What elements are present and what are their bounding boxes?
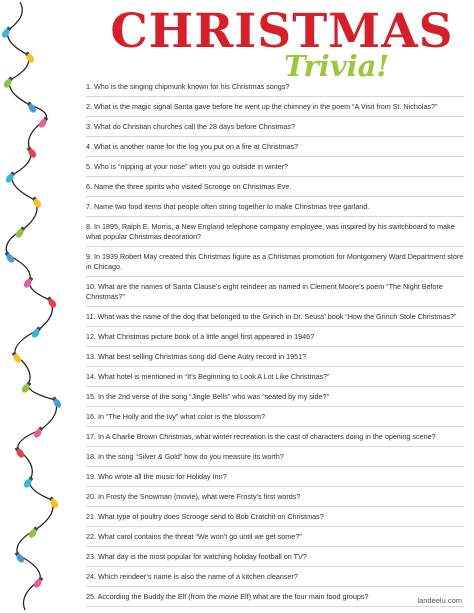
question-item: 17. In A Charlie Brown Christmas, what winter recreation is the cast of characters doing in the opening scene? <box>86 432 464 447</box>
question-list <box>86 82 464 612</box>
light-bulb-icon <box>14 446 26 459</box>
question-item: 15. In the 2nd verse of the song “Jingle Bells” who was “seated by my side?” <box>86 392 464 407</box>
light-bulb-icon <box>4 171 16 184</box>
question-item: 8. In 1895, Ralph E. Morris, a New England telephone company employee, was inspired by his switchboard to make what popular Christmas decoration? <box>86 222 464 247</box>
question-item: 9. In 1939 Robert May created this Christmas figure as a Christmas promotion for Montgomery Ward Department store in Chicago. <box>86 252 464 277</box>
question-item: 12. What Christmas picture book of a little angel first appeared in 1946? <box>86 332 464 347</box>
question-item: 22. What carol contains the threat “We won’t go until we get some?” <box>86 532 464 547</box>
light-bulb-icon <box>48 496 60 509</box>
question-item: 23. What day is the most popular for watching holiday football on TV? <box>86 552 464 567</box>
light-bulb-icon <box>37 116 49 129</box>
question-item: 5. Who is “nipping at your nose” when you go outside in winter? <box>86 162 464 177</box>
question-item: 13. What best selling Christmas song did Gene Autry record in 1951? <box>86 352 464 367</box>
page-subtitle: Trivia! <box>284 49 390 83</box>
question-item: 19. Who wrote all the music for Holiday Inn? <box>86 472 464 487</box>
question-item: 1. Who is the singing chipmunk known for his Christmas songs? <box>86 82 464 97</box>
question-item: 2. What is the magic signal Santa gave before he went up the chimney in the poem “A Visit from St. Nicholas?” <box>86 102 464 117</box>
page-title: CHRISTMAS <box>110 4 454 59</box>
light-bulb-icon <box>24 51 36 64</box>
question-item: 6. Name the three spirits who visited Scrooge on Christmas Eve. <box>86 182 464 197</box>
light-wire <box>6 2 56 610</box>
question-item: 7. Name two food items that people often string together to make Christmas tree garland. <box>86 202 464 217</box>
question-item: 20. In Frosty the Snowman (movie), what were Frosty’s first words? <box>86 492 464 507</box>
question-item: 21. What type of poultry does Scrooge send to Bob Cratchit on Christmas? <box>86 512 464 527</box>
light-bulb-icon <box>14 551 26 564</box>
light-bulb-icon <box>4 251 16 264</box>
website-credit: landeelu.com <box>417 596 462 605</box>
question-item: 4. What is another name for the log you put on a fire at Christmas? <box>86 142 464 157</box>
question-item: 25. According the Buddy the Elf (from the movie Elf) what are the four main food groups? <box>86 592 464 607</box>
string-lights-decoration <box>0 0 90 613</box>
light-bulb-icon <box>32 576 44 589</box>
light-bulb-icon <box>22 276 34 289</box>
question-item: 18. In the song “Silver & Gold” how do you measure its worth? <box>86 452 464 467</box>
question-item: 10. What are the names of Santa Clause’s eight reindeer as named in Clement Moore’s poem “The Night Before Christmas?” <box>86 282 464 307</box>
light-bulb-icon <box>26 146 38 159</box>
light-bulb-icon <box>2 76 14 89</box>
question-item: 14. What hotel is mentioned in “It’s Beginning to Look A Lot Like Christmas?” <box>86 372 464 387</box>
light-bulb-icon <box>20 381 32 394</box>
light-bulb-icon <box>22 476 34 489</box>
question-item: 24. Which reindeer’s name is also the name of a kitchen cleanser? <box>86 572 464 587</box>
question-item: 3. What do Christian churches call the 28 days before Christmas? <box>86 122 464 137</box>
question-item: 16. In “The Holly and the Ivy” what color is the blossom? <box>86 412 464 427</box>
question-item: 11. What was the name of the dog that belonged to the Grinch in Dr. Seuss’ book “How the Grinch Stole Christmas?” <box>86 312 464 327</box>
light-bulb-icon <box>11 351 23 364</box>
